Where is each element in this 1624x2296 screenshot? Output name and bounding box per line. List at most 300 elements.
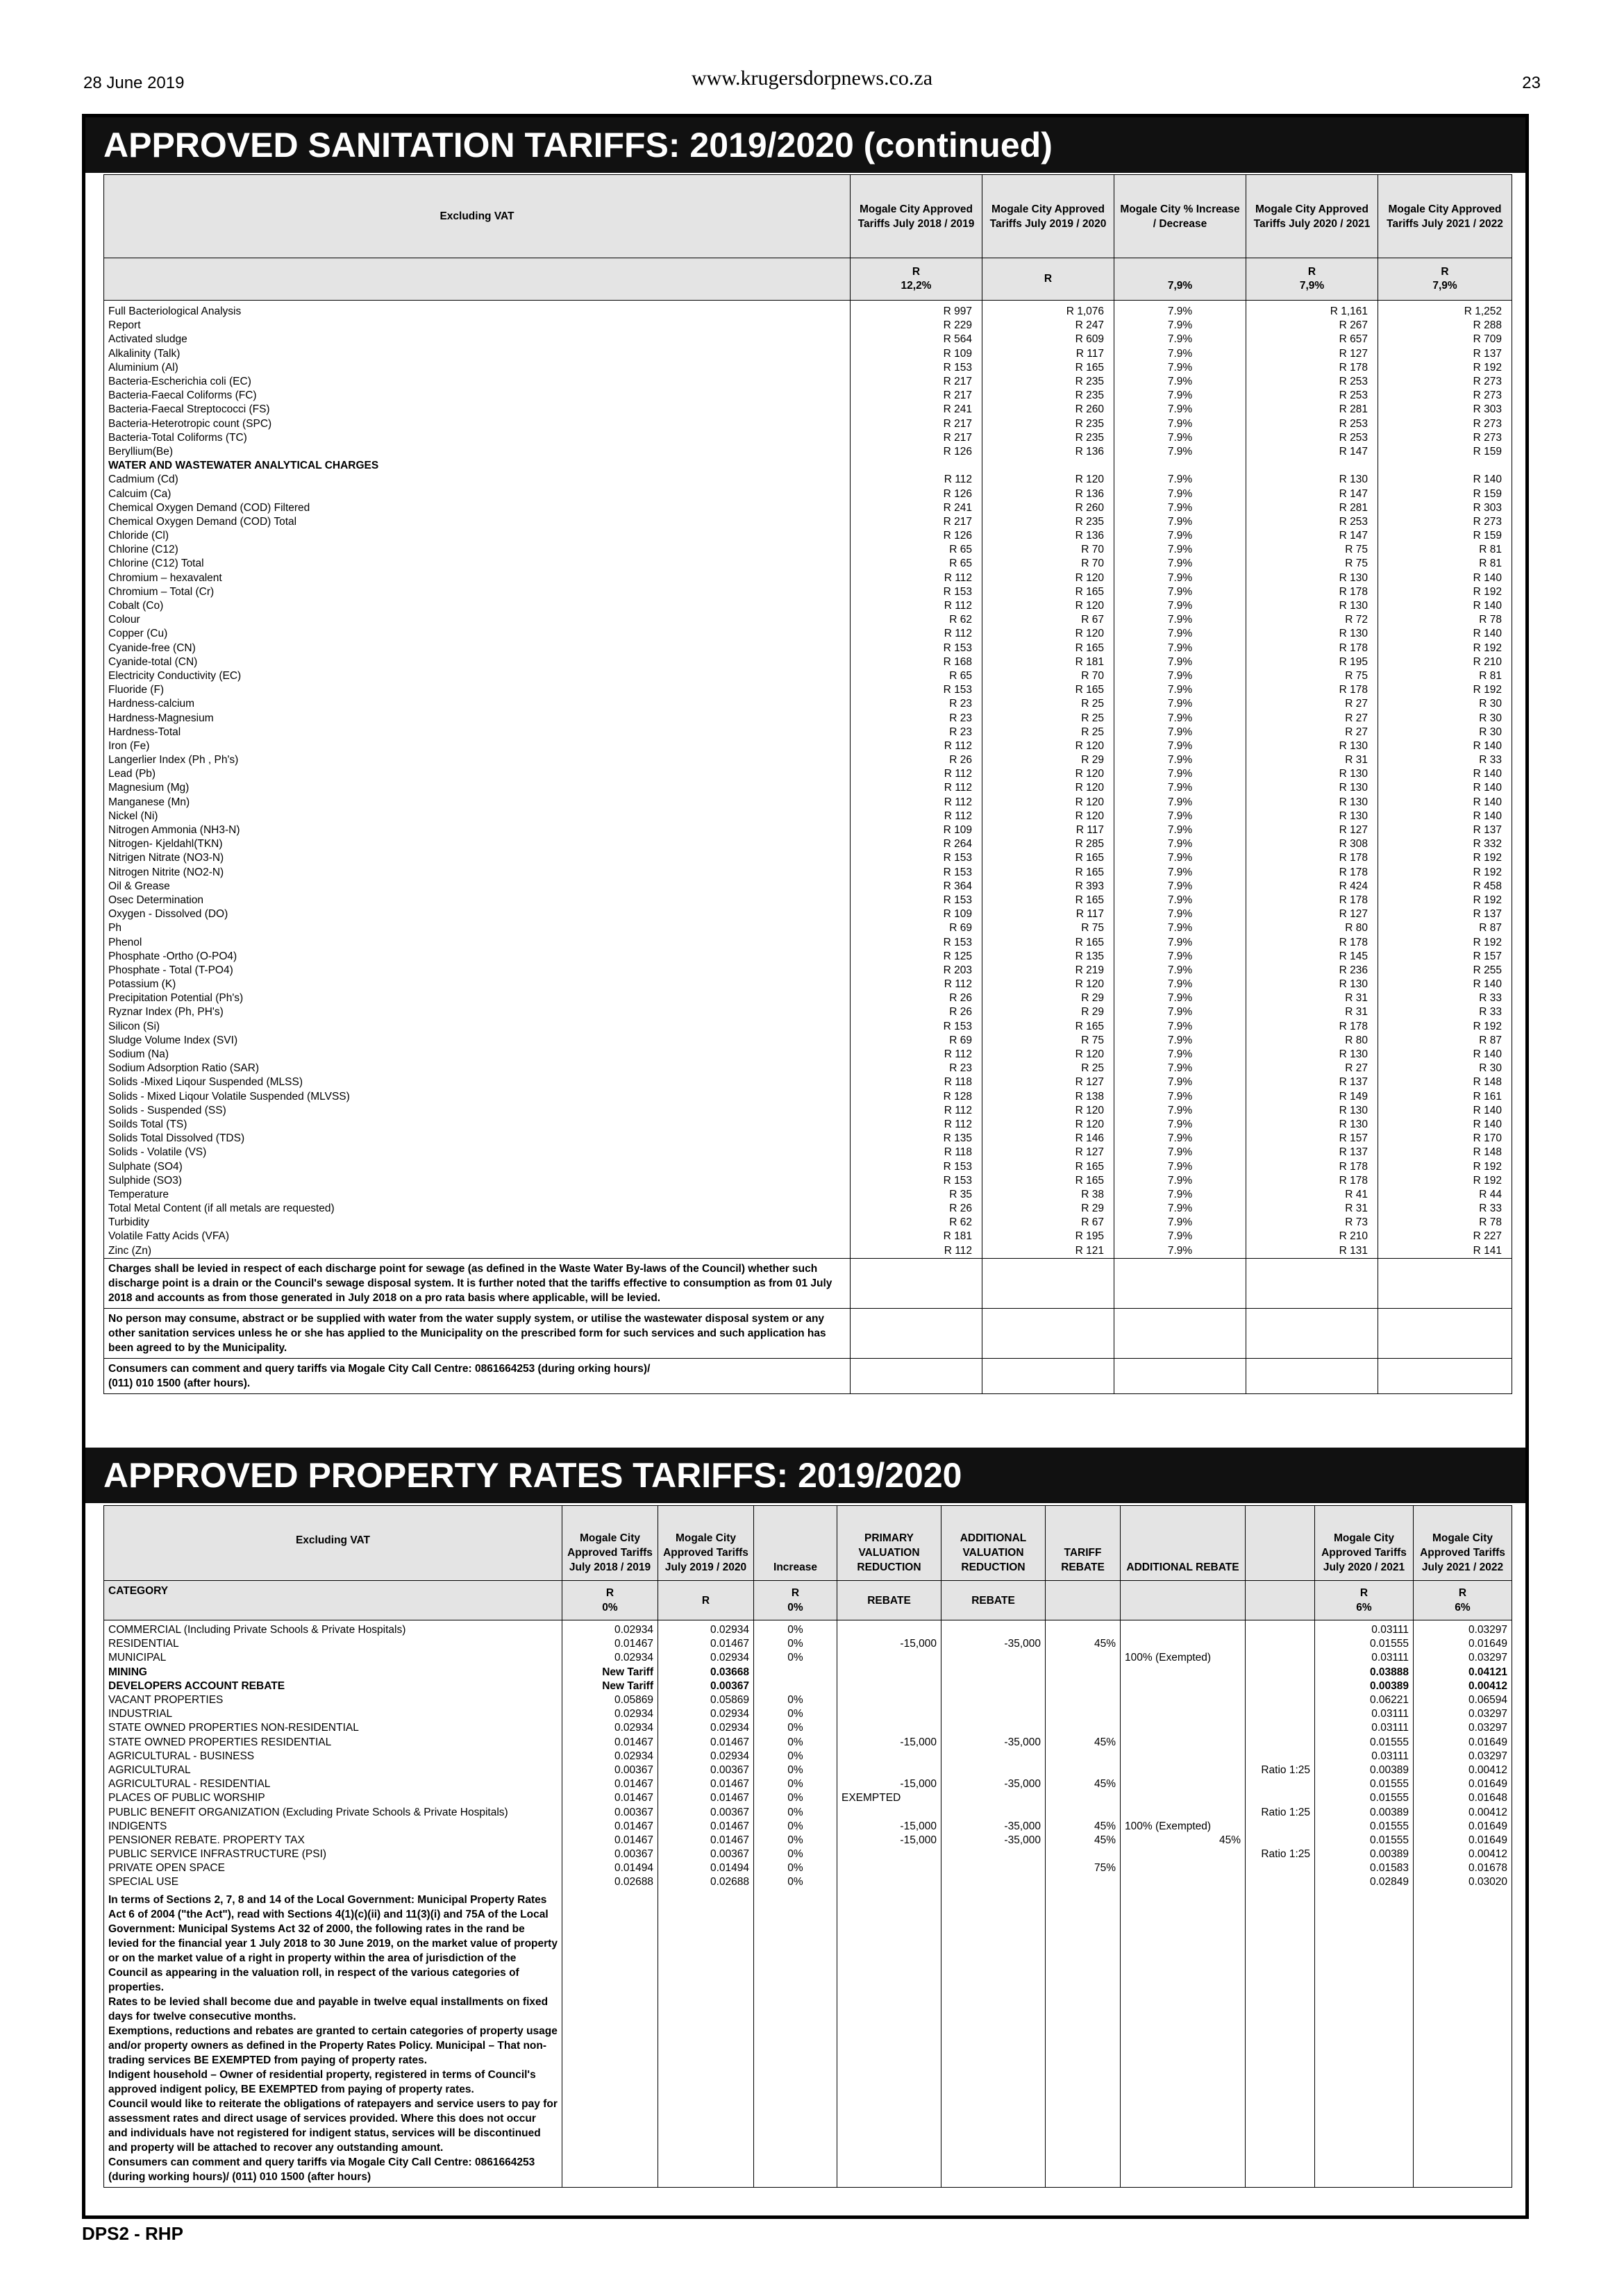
row-value: R 112 [851, 978, 982, 991]
unit-cell: R 7,9% [1246, 258, 1378, 301]
row-value: R 303 [1378, 501, 1512, 515]
row-value: R 65 [851, 557, 982, 571]
row-value: 7.9% [1114, 487, 1246, 501]
row-value: 0.00412 [1414, 1763, 1512, 1777]
row-value [1246, 1721, 1315, 1735]
row-value: R 30 [1378, 711, 1512, 725]
row-value: R 192 [1378, 585, 1512, 599]
note-blank [754, 2024, 837, 2068]
row-label: Ryznar Index (Ph, PH's) [104, 1005, 851, 1019]
row-value: R 657 [1246, 333, 1378, 346]
row-value [1246, 1707, 1315, 1721]
note-blank [754, 2097, 837, 2155]
note-blank [1246, 1358, 1378, 1393]
row-label: Turbidity [104, 1216, 851, 1230]
table-row [104, 1048, 1512, 1062]
row-value: R 273 [1378, 515, 1512, 529]
row-value: 0.00367 [658, 1805, 754, 1819]
row-value: R 140 [1378, 781, 1512, 795]
table-row [104, 711, 1512, 725]
row-value: R 120 [982, 599, 1114, 613]
row-value: R 25 [982, 1062, 1114, 1075]
table-row [104, 823, 1512, 837]
row-value: R 159 [1378, 487, 1512, 501]
note-blank [1246, 1308, 1378, 1358]
table-row [104, 459, 1512, 473]
row-value: 7.9% [1114, 669, 1246, 683]
table-row [104, 655, 1512, 669]
note-row [104, 2024, 1512, 2068]
table-row [104, 1721, 1512, 1735]
row-label: Cobalt (Co) [104, 599, 851, 613]
note-text: Consumers can comment and query tariffs via Mogale City Call Centre: 0861664253 (during working hours)/ (011) 010 1500 (after hours) [104, 2155, 562, 2188]
row-value: 7.9% [1114, 907, 1246, 921]
table-row [104, 1637, 1512, 1651]
table-row [104, 1005, 1512, 1019]
row-value [1246, 1651, 1315, 1665]
row-value: R 192 [1378, 1159, 1512, 1173]
row-value: R 130 [1246, 1048, 1378, 1062]
row-value: R 192 [1378, 935, 1512, 949]
row-value [1046, 1875, 1121, 1889]
row-value [941, 1861, 1046, 1875]
row-value: R 227 [1378, 1230, 1512, 1243]
row-label: Osec Determination [104, 894, 851, 907]
row-label: Nitrogen Ammonia (NH3-N) [104, 823, 851, 837]
col-header [1246, 1506, 1315, 1581]
row-value: R 112 [851, 781, 982, 795]
excluding-vat-label: Excluding VAT [104, 1506, 562, 1581]
row-value: R 136 [982, 529, 1114, 543]
row-value: R 564 [851, 333, 982, 346]
row-value: R 195 [982, 1230, 1114, 1243]
row-value: R 26 [851, 1005, 982, 1019]
col-header: Mogale City Approved Tariffs July 2021 / 2022 [1414, 1506, 1512, 1581]
row-value: R 130 [1246, 767, 1378, 781]
row-value: 0% [754, 1693, 837, 1707]
row-value: R 273 [1378, 431, 1512, 445]
row-value: R 27 [1246, 726, 1378, 739]
row-value: 0.01678 [1414, 1861, 1512, 1875]
row-value: R 153 [851, 894, 982, 907]
row-value: 0.00367 [658, 1847, 754, 1861]
row-value: 0.00389 [1315, 1763, 1414, 1777]
note-blank [1414, 2024, 1512, 2068]
row-value: R 69 [851, 1034, 982, 1048]
row-value: R 112 [851, 1048, 982, 1062]
row-label: Cadmium (Cd) [104, 473, 851, 487]
row-value: 0% [754, 1620, 837, 1638]
row-label: Beryllium(Be) [104, 445, 851, 459]
row-value: 0% [754, 1637, 837, 1651]
row-value: R 153 [851, 866, 982, 880]
row-value: 7.9% [1114, 599, 1246, 613]
row-value [1121, 1666, 1246, 1679]
row-value: R 26 [851, 991, 982, 1005]
row-value: R 81 [1378, 669, 1512, 683]
row-value: 0.03020 [1414, 1875, 1512, 1889]
row-label: COMMERCIAL (Including Private Schools & Private Hospitals) [104, 1620, 562, 1638]
row-value: 100% (Exempted) [1121, 1651, 1246, 1665]
row-label: Bacteria-Heterotropic count (SPC) [104, 417, 851, 431]
row-value: 0.00367 [658, 1763, 754, 1777]
row-value: R 140 [1378, 767, 1512, 781]
row-value: R 140 [1378, 627, 1512, 641]
row-value: R 153 [851, 851, 982, 865]
row-value [1121, 1875, 1246, 1889]
row-value: R 145 [1246, 950, 1378, 964]
row-value: 7.9% [1114, 585, 1246, 599]
row-value [1046, 1847, 1121, 1861]
note-text: No person may consume, abstract or be supplied with water from the water supply system, or utilise the wastewater disposal system or any other sanitation services unless he or she has applied to the Municipality on the prescribed form for such services and such application has been agreed to by the Municipality. [104, 1308, 851, 1358]
row-value: 7.9% [1114, 389, 1246, 403]
row-label: STATE OWNED PROPERTIES NON-RESIDENTIAL [104, 1721, 562, 1735]
row-value [941, 1620, 1046, 1638]
note-blank [837, 2068, 941, 2097]
row-value: R 112 [851, 627, 982, 641]
row-value [754, 1679, 837, 1693]
row-label: MUNICIPAL [104, 1651, 562, 1665]
row-value: R 1,161 [1246, 301, 1378, 319]
row-value: R 69 [851, 921, 982, 935]
row-value: R 260 [982, 403, 1114, 417]
row-value: 7.9% [1114, 642, 1246, 655]
row-value: 7.9% [1114, 1062, 1246, 1075]
row-value: 0.02934 [658, 1721, 754, 1735]
row-value [1121, 1763, 1246, 1777]
note-blank [837, 1995, 941, 2024]
row-value: R 126 [851, 529, 982, 543]
unit-cell [1046, 1581, 1121, 1620]
row-value: 0.01467 [562, 1777, 658, 1791]
row-value: R 140 [1378, 739, 1512, 753]
row-value: 0.02934 [658, 1750, 754, 1763]
row-value: 0.02934 [562, 1750, 658, 1763]
note-blank [982, 1358, 1114, 1393]
row-value: 0.03111 [1315, 1620, 1414, 1638]
row-label: Copper (Cu) [104, 627, 851, 641]
table-row [104, 1188, 1512, 1202]
table-row [104, 697, 1512, 711]
row-value: Ratio 1:25 [1246, 1847, 1315, 1861]
row-value [941, 1721, 1046, 1735]
unit-cell: R [982, 258, 1114, 301]
table-row [104, 683, 1512, 697]
note-row [104, 2097, 1512, 2155]
note-blank [1246, 2068, 1315, 2097]
row-value: R 35 [851, 1188, 982, 1202]
row-value: 0.01467 [658, 1834, 754, 1847]
row-value: R 27 [1246, 697, 1378, 711]
unit-cell: 7,9% [1114, 258, 1246, 301]
row-value [941, 1679, 1046, 1693]
row-value: 0.02934 [562, 1620, 658, 1638]
row-value: 0.02688 [658, 1875, 754, 1889]
row-value: 0.03297 [1414, 1750, 1512, 1763]
row-value: R 281 [1246, 403, 1378, 417]
row-value: 0.01467 [658, 1820, 754, 1834]
row-value: R 217 [851, 515, 982, 529]
row-value: 0% [754, 1834, 837, 1847]
row-value: R 112 [851, 796, 982, 810]
row-value: 0.03888 [1315, 1666, 1414, 1679]
note-blank [837, 1890, 941, 1995]
row-label: PENSIONER REBATE. PROPERTY TAX [104, 1834, 562, 1847]
note-blank [562, 2155, 658, 2188]
row-value [837, 1651, 941, 1665]
row-value [941, 1666, 1046, 1679]
row-value: 0.00367 [658, 1679, 754, 1693]
row-value: R 130 [1246, 599, 1378, 613]
table-row [104, 301, 1512, 319]
row-label: INDIGENTS [104, 1820, 562, 1834]
row-label: Sulphide (SO3) [104, 1174, 851, 1188]
row-value: R 235 [982, 515, 1114, 529]
row-value: R 31 [1246, 753, 1378, 767]
row-label: Hardness-Total [104, 726, 851, 739]
row-label: Nickel (Ni) [104, 810, 851, 823]
row-value: 7.9% [1114, 837, 1246, 851]
table-row [104, 1062, 1512, 1075]
row-value: R 178 [1246, 935, 1378, 949]
row-label: Ph [104, 921, 851, 935]
row-value: R 192 [1378, 683, 1512, 697]
row-value: 0.01467 [562, 1736, 658, 1750]
row-value [1046, 1693, 1121, 1707]
row-value: R 178 [1246, 642, 1378, 655]
note-blank [1378, 1358, 1512, 1393]
footer-code: DPS2 - RHP [82, 2223, 183, 2244]
col-header: Mogale City Approved Tariffs July 2018 / 2019 [562, 1506, 658, 1581]
row-value: 45% [1046, 1736, 1121, 1750]
row-value: -35,000 [941, 1736, 1046, 1750]
row-value: R 140 [1378, 1118, 1512, 1132]
row-value [837, 1679, 941, 1693]
note-blank [754, 1890, 837, 1995]
note-text: Charges shall be levied in respect of each discharge point for sewage (as defined in the Waste Water By-laws of the Council) whether such discharge point is a drain or the Council's sewage disposal system. It is further noted that the tariffs effective to consumption as from 01 July 2018 and accounts as from those generated in July 2018 on a pro rata basis where applicable, will be levied. [104, 1258, 851, 1308]
row-value: 0.01555 [1315, 1637, 1414, 1651]
sanitation-title: APPROVED SANITATION TARIFFS: 2019/2020 (continued) [85, 117, 1525, 173]
table-row [104, 837, 1512, 851]
row-value: 7.9% [1114, 1005, 1246, 1019]
row-value: 0.06221 [1315, 1693, 1414, 1707]
row-value: 7.9% [1114, 711, 1246, 725]
row-value: R 112 [851, 473, 982, 487]
table-row [104, 851, 1512, 865]
note-text: Indigent household – Owner of residential property, registered in terms of Council's approved indigent policy, BE EXEMPTED from paying of property rates. [104, 2068, 562, 2097]
note-blank [658, 1890, 754, 1995]
note-blank [1121, 2024, 1246, 2068]
row-value: R 141 [1378, 1244, 1512, 1259]
row-value: R 178 [1246, 1020, 1378, 1034]
row-value: R 253 [1246, 431, 1378, 445]
row-label: SPECIAL USE [104, 1875, 562, 1889]
row-value [837, 1693, 941, 1707]
row-value: 0.01555 [1315, 1791, 1414, 1805]
table-row [104, 796, 1512, 810]
row-value: R 137 [1378, 347, 1512, 361]
note-text: Rates to be levied shall become due and payable in twelve equal installments on fixed days for twelve consecutive months. [104, 1995, 562, 2024]
row-value: R 235 [982, 417, 1114, 431]
note-text: Exemptions, reductions and rebates are granted to certain categories of property usage and/or property owners as defined in the Property Rates Policy. Municipal – That non-trading services BE EXEMPTED from paying of property rates. [104, 2024, 562, 2068]
row-value: 0.00389 [1315, 1847, 1414, 1861]
row-value: R 148 [1378, 1075, 1512, 1089]
table-row [104, 991, 1512, 1005]
row-value: R 130 [1246, 739, 1378, 753]
note-blank [1121, 2068, 1246, 2097]
table-row [104, 1075, 1512, 1089]
row-value: R 192 [1378, 642, 1512, 655]
row-value: R 130 [1246, 1118, 1378, 1132]
row-value: R 70 [982, 669, 1114, 683]
row-value: 0.01555 [1315, 1777, 1414, 1791]
table-row [104, 599, 1512, 613]
table-row [104, 1847, 1512, 1861]
table-row [104, 1750, 1512, 1763]
row-value: 7.9% [1114, 515, 1246, 529]
row-value: 0.03297 [1414, 1620, 1512, 1638]
row-value: 7.9% [1114, 375, 1246, 389]
row-value: R 153 [851, 1159, 982, 1173]
row-label: MINING [104, 1666, 562, 1679]
row-value: R 128 [851, 1090, 982, 1104]
row-label: RESIDENTIAL [104, 1637, 562, 1651]
row-value: R 25 [982, 726, 1114, 739]
table-row [104, 1159, 1512, 1173]
row-value: R 67 [982, 613, 1114, 627]
note-blank [982, 1258, 1114, 1308]
row-value: R 253 [1246, 515, 1378, 529]
row-value: 7.9% [1114, 796, 1246, 810]
col-header: Mogale City Approved Tariffs July 2021 / 2022 [1378, 175, 1512, 258]
table-row [104, 361, 1512, 375]
row-value: R 609 [982, 333, 1114, 346]
row-value [1378, 459, 1512, 473]
row-value: R 131 [1246, 1244, 1378, 1259]
row-value: 0.02934 [562, 1721, 658, 1735]
row-value: R 273 [1378, 417, 1512, 431]
row-label: Electricity Conductivity (EC) [104, 669, 851, 683]
note-blank [1315, 2097, 1414, 2155]
row-label: Temperature [104, 1188, 851, 1202]
row-value: 0.03111 [1315, 1750, 1414, 1763]
row-value: 0.00389 [1315, 1805, 1414, 1819]
row-value: R 120 [982, 571, 1114, 585]
row-value: -35,000 [941, 1834, 1046, 1847]
table-row [104, 1034, 1512, 1048]
row-value: R 70 [982, 543, 1114, 557]
row-value: R 178 [1246, 1159, 1378, 1173]
table-row [104, 1104, 1512, 1118]
row-value: 0.01649 [1414, 1637, 1512, 1651]
note-blank [1114, 1308, 1246, 1358]
row-value: R 285 [982, 837, 1114, 851]
row-label: Chlorine (C12) [104, 543, 851, 557]
row-value: R 165 [982, 935, 1114, 949]
table-row [104, 515, 1512, 529]
table-row [104, 1777, 1512, 1791]
col-header: Mogale City Approved Tariffs July 2020 / 2021 [1315, 1506, 1414, 1581]
row-value: 0.05869 [562, 1693, 658, 1707]
note-blank [658, 2024, 754, 2068]
row-value: 7.9% [1114, 964, 1246, 978]
row-label: Sodium (Na) [104, 1048, 851, 1062]
col-header: Mogale City Approved Tariffs July 2018 / 2019 [851, 175, 982, 258]
issue-date: 28 June 2019 [83, 74, 185, 92]
row-value: 7.9% [1114, 1118, 1246, 1132]
row-value: 0% [754, 1777, 837, 1791]
row-value: R 159 [1378, 445, 1512, 459]
row-value: 7.9% [1114, 950, 1246, 964]
row-value: 0% [754, 1763, 837, 1777]
page-number: 23 [1522, 74, 1541, 92]
unit-cell: REBATE [837, 1581, 941, 1620]
row-label: VACANT PROPERTIES [104, 1693, 562, 1707]
row-label: Bacteria-Total Coliforms (TC) [104, 431, 851, 445]
row-value: 7.9% [1114, 1104, 1246, 1118]
row-value: R 81 [1378, 557, 1512, 571]
row-label: Solids - Volatile (VS) [104, 1146, 851, 1159]
row-value: -15,000 [837, 1736, 941, 1750]
row-value [1246, 1791, 1315, 1805]
row-value: 7.9% [1114, 627, 1246, 641]
row-value: 0.03111 [1315, 1721, 1414, 1735]
row-value: R 281 [1246, 501, 1378, 515]
row-value: 0.01555 [1315, 1834, 1414, 1847]
row-value: R 178 [1246, 851, 1378, 865]
table-row [104, 726, 1512, 739]
table-row [104, 529, 1512, 543]
row-value: -35,000 [941, 1820, 1046, 1834]
row-value [941, 1750, 1046, 1763]
table-row [104, 347, 1512, 361]
row-value: R 29 [982, 753, 1114, 767]
row-value: R 1,076 [982, 301, 1114, 319]
row-value: R 31 [1246, 991, 1378, 1005]
col-header: ADDITIONAL REBATE [1121, 1506, 1246, 1581]
row-value: R 31 [1246, 1202, 1378, 1216]
table-row [104, 753, 1512, 767]
note-blank [1246, 2024, 1315, 2068]
table-row [104, 473, 1512, 487]
row-value: R 120 [982, 739, 1114, 753]
note-blank [1046, 2024, 1121, 2068]
table-row [104, 1820, 1512, 1834]
row-value: R 458 [1378, 880, 1512, 894]
row-value: R 120 [982, 1104, 1114, 1118]
row-value: R 117 [982, 907, 1114, 921]
row-value: R 217 [851, 417, 982, 431]
note-text: Consumers can comment and query tariffs via Mogale City Call Centre: 0861664253 (during orking hours)/ (011) 010 1500 (after hours). [104, 1358, 851, 1393]
site-url[interactable]: www.krugersdorpnews.co.za [691, 67, 933, 90]
row-value [941, 1847, 1046, 1861]
row-value: R 112 [851, 739, 982, 753]
table-row [104, 627, 1512, 641]
row-value: R 140 [1378, 473, 1512, 487]
row-value [1046, 1750, 1121, 1763]
note-row [104, 1995, 1512, 2024]
row-value: R 65 [851, 543, 982, 557]
row-value [1121, 1847, 1246, 1861]
note-blank [754, 2155, 837, 2188]
row-value: R 140 [1378, 571, 1512, 585]
row-value: R 260 [982, 501, 1114, 515]
row-value [1246, 1679, 1315, 1693]
row-value: R 125 [851, 950, 982, 964]
row-value: 0.01649 [1414, 1834, 1512, 1847]
row-value: 7.9% [1114, 571, 1246, 585]
row-value: R 65 [851, 669, 982, 683]
